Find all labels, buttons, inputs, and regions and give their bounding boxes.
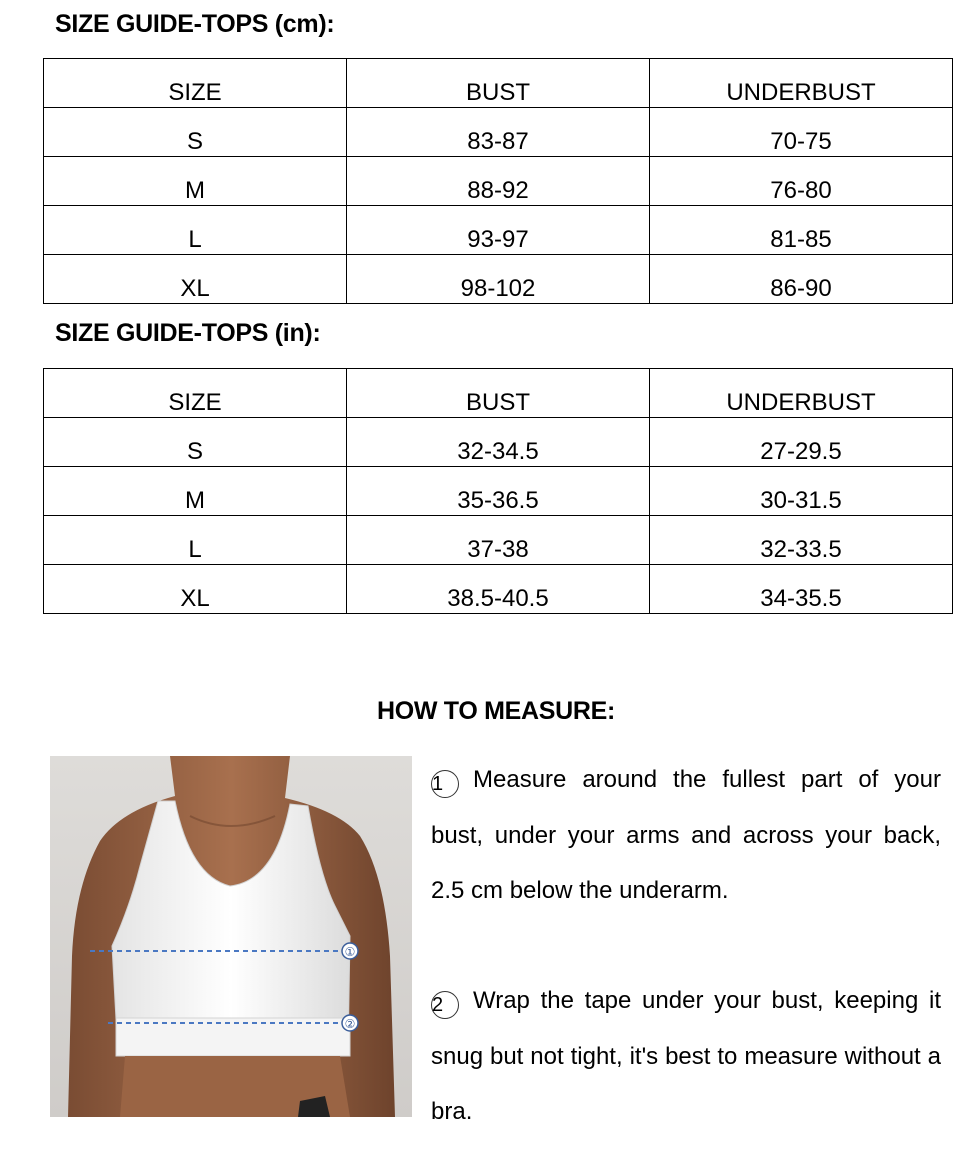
column-header-size: SIZE	[44, 59, 347, 108]
table-row	[44, 418, 953, 467]
photo-marker-2: ②	[344, 1017, 356, 1031]
circled-number-icon: 2	[431, 991, 459, 1019]
table-row	[44, 516, 953, 565]
underbust-cell: 27-29.5	[650, 418, 953, 467]
bust-cell: 83-87	[347, 108, 650, 157]
size-cell: S	[44, 108, 347, 157]
bust-cell: 38.5-40.5	[347, 565, 650, 614]
size-cell: M	[44, 467, 347, 516]
size-guide-in-title: SIZE GUIDE-TOPS (in):	[55, 319, 321, 347]
underbust-cell: 81-85	[650, 206, 953, 255]
table-row	[44, 108, 953, 157]
table-row	[44, 206, 953, 255]
underbust-cell: 30-31.5	[650, 467, 953, 516]
underbust-cell: 76-80	[650, 157, 953, 206]
measure-step-2-text: Wrap the tape under your bust, keeping it snug but not tight, it's best to measure without a bra.	[431, 987, 941, 1125]
bust-cell: 93-97	[347, 206, 650, 255]
bust-cell: 32-34.5	[347, 418, 650, 467]
column-header-size: SIZE	[44, 369, 347, 418]
table-header-row	[44, 369, 953, 418]
table-row	[44, 157, 953, 206]
underbust-cell: 70-75	[650, 108, 953, 157]
column-header-underbust: UNDERBUST	[650, 59, 953, 108]
how-to-measure-title: HOW TO MEASURE:	[376, 697, 616, 725]
photo-marker-1: ①	[344, 945, 356, 959]
size-cell: XL	[44, 255, 347, 304]
model-photo	[50, 756, 412, 1117]
underbust-cell: 86-90	[650, 255, 953, 304]
size-cell: S	[44, 418, 347, 467]
measure-step-1-text: Measure around the fullest part of your bust, under your arms and across your back, 2.5 cm below the underarm.	[431, 766, 941, 904]
table-row	[44, 565, 953, 614]
column-header-underbust: UNDERBUST	[650, 369, 953, 418]
size-cell: XL	[44, 565, 347, 614]
size-table-in	[43, 368, 953, 614]
bust-cell: 35-36.5	[347, 467, 650, 516]
measure-step-2	[431, 973, 941, 1140]
size-cell: L	[44, 516, 347, 565]
model-illustration	[50, 756, 412, 1117]
column-header-bust: BUST	[347, 59, 650, 108]
circled-number-icon: 1	[431, 770, 459, 798]
size-guide-cm-title: SIZE GUIDE-TOPS (cm):	[55, 10, 335, 38]
size-cell: L	[44, 206, 347, 255]
measure-step-1	[431, 752, 941, 919]
table-row	[44, 467, 953, 516]
underbust-cell: 34-35.5	[650, 565, 953, 614]
size-cell: M	[44, 157, 347, 206]
bust-cell: 98-102	[347, 255, 650, 304]
bust-cell: 88-92	[347, 157, 650, 206]
underbust-cell: 32-33.5	[650, 516, 953, 565]
bust-cell: 37-38	[347, 516, 650, 565]
column-header-bust: BUST	[347, 369, 650, 418]
table-row	[44, 255, 953, 304]
table-header-row	[44, 59, 953, 108]
size-table-cm	[43, 58, 953, 304]
